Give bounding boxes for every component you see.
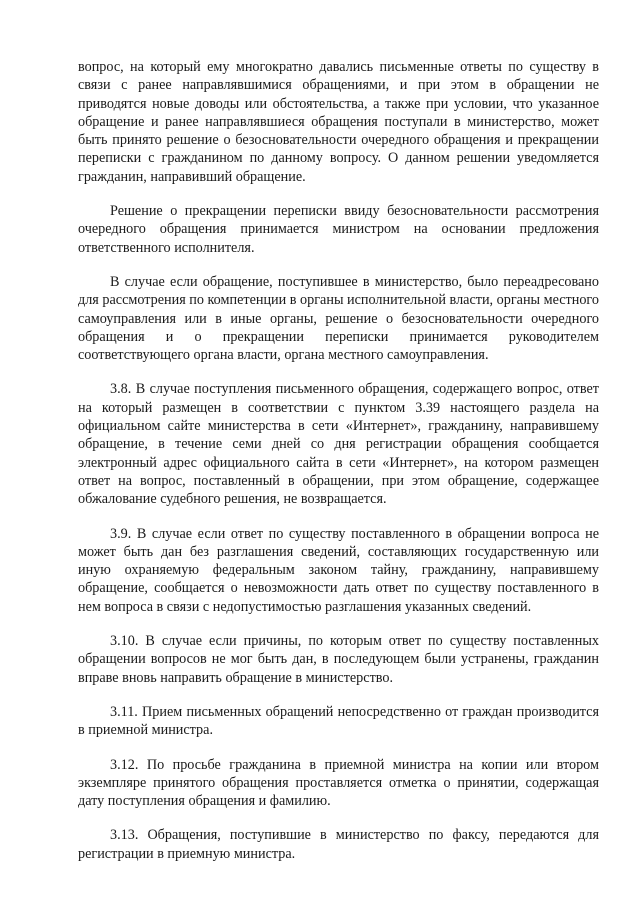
paragraph-3-12: 3.12. По просьбе гражданина в приемной министра на копии или втором экземпляре принятого обращения проставляется отметка о принятии, содержащая дату поступления обращения и фамилию. (78, 756, 599, 810)
paragraph-3-9: 3.9. В случае если ответ по существу поставленного в обращении вопроса не может быть дан без разглашения сведений, составляющих государственную или иную охраняемую федеральным законом тайну, гражданину, направившему обращение, сообщается о невозможности дать ответ по существу поставленного в нем вопроса в связи с недопустимостью разглашения указанных сведений. (78, 525, 599, 615)
paragraph-decision: Решение о прекращении переписки ввиду безосновательности рассмотрения очередного обращения принимается министром на основании предложения ответственного исполнителя. (78, 203, 599, 256)
paragraph-continuation: вопрос, на который ему многократно давались письменные ответы по существу в связи с ранее направлявшимися обращениями, и при этом в обращении не приводятся новые доводы или обстоятельства, а также при условии, что указанное обращение и ранее направлявшиеся обращения поступали в министерство, может быть принято решение о безосновательности очередного обращения и прекращении переписки с гражданином по данному вопросу. О данном решении уведомляется гражданин, направивший обращение. (78, 59, 599, 185)
paragraph-3-13: 3.13. Обращения, поступившие в министерство по факсу, передаются для регистрации в приемную министра. (78, 827, 599, 862)
paragraph-3-11: 3.11. Прием письменных обращений непосредственно от граждан производится в приемной министра. (78, 703, 599, 739)
paragraph-3-10: 3.10. В случае если причины, по которым ответ по существу поставленных обращении вопросов не мог быть дан, в последующем были устранены, гражданин вправе вновь направить обращение в министерство. (78, 633, 599, 686)
paragraph-redirected: В случае если обращение, поступившее в министерство, было переадресовано для рассмотрения по компетенции в органы исполнительной власти, органы местного самоуправления или в иные органы, решение о безосновательности очередного обращения и о прекращении переписки принимается руководителем соответствующего органа власти, органа местного самоуправления. (78, 273, 599, 364)
paragraph-3-8: 3.8. В случае поступления письменного обращения, содержащего вопрос, ответ на который размещен в соответствии с пунктом 3.39 настоящего раздела на официальном сайте министерства в сети «Интернет», гражданину, направившему обращение, в течение семи дней со дня регистрации обращения сообщается электронный адрес официального сайта в сети «Интернет», на котором размещен ответ на вопрос, поставленный в обращении, при этом обращение, содержащее обжалование судебного решения, не возвращается. (78, 381, 599, 508)
